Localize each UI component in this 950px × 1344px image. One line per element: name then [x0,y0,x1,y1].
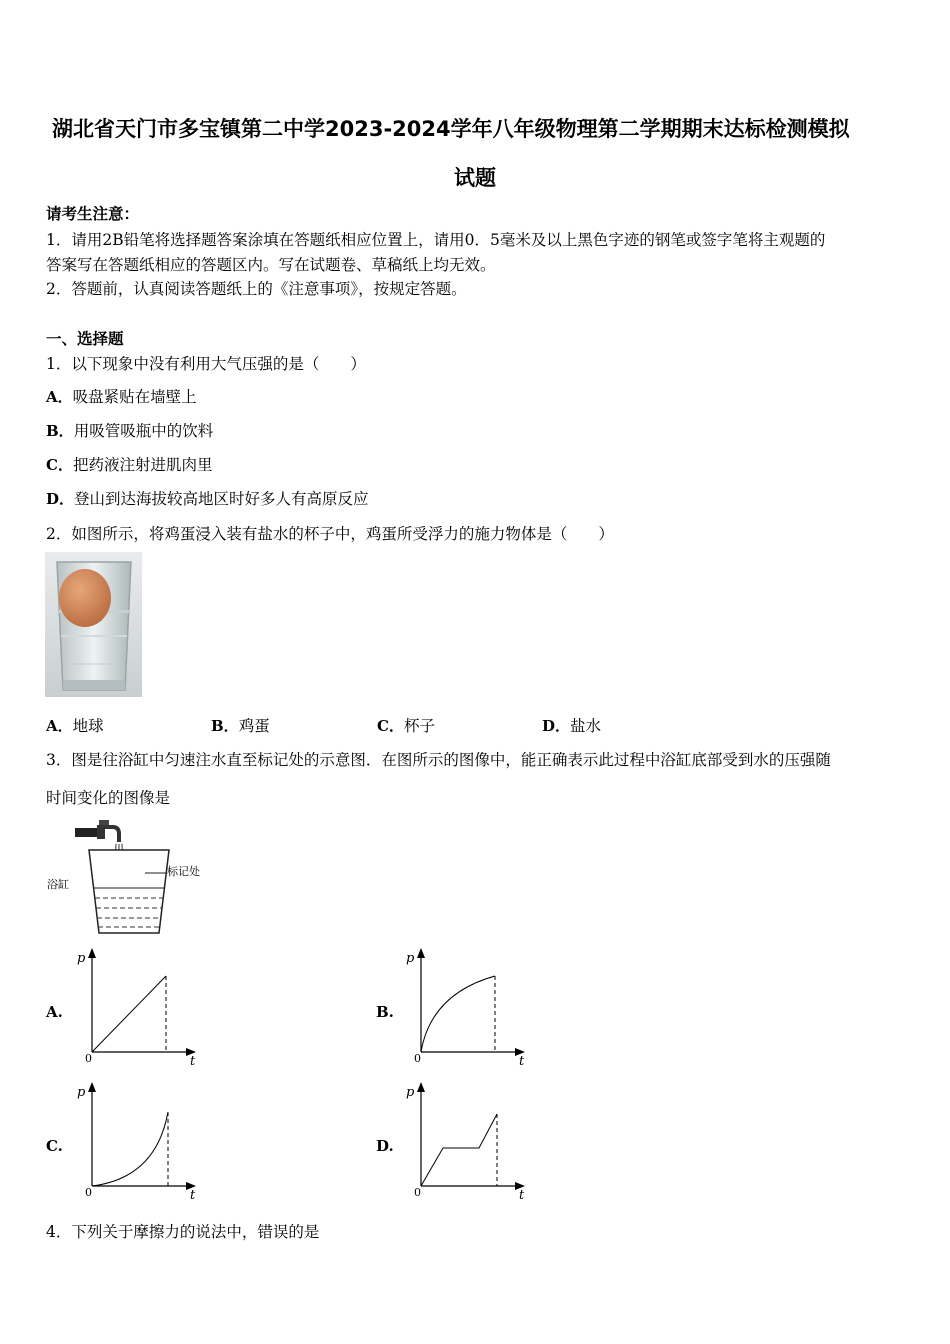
graph-b-label: B. [376,1003,394,1021]
x-axis-label: t [519,1188,525,1203]
y-axis-label: p [406,951,415,966]
option-label: A． [46,388,73,406]
graph-b [401,944,536,1069]
section-heading: 一、选择题 [46,329,124,348]
pressure-curve [92,976,166,1052]
q2-option-b [211,714,270,736]
q1-option-b [46,419,213,441]
origin-label: 0 [85,1052,92,1065]
q4-stem: 4．下列关于摩擦力的说法中，错误的是 [46,1223,320,1241]
page-title-line1: 湖北省天门市多宝镇第二中学2023-2024学年八年级物理第二学期期末达标检测模拟 [52,117,850,141]
page-title-line2: 试题 [454,166,496,190]
option-text: 地球 [72,717,104,735]
bathtub-diagram [45,818,215,938]
notice-item1-line1: 1．请用2B铅笔将选择题答案涂填在答题纸相应位置上，请用0．5毫米及以上黑色字迹的钢笔或签字笔将主观题的 [46,231,826,249]
tub-label: 浴缸 [47,878,69,891]
egg-in-glass-photo [45,552,142,697]
option-label: C． [46,456,73,474]
option-label: D． [46,490,75,508]
graph-c [72,1078,207,1203]
x-axis-label: t [190,1188,196,1203]
graph-a-label: A. [46,1003,63,1021]
origin-label: 0 [414,1052,421,1065]
q2-option-c [377,714,435,736]
notice-item2: 2．答题前，认真阅读答题纸上的《注意事项》，按规定答题。 [46,280,467,298]
pressure-curve [421,1114,497,1186]
q2-stem: 2．如图所示，将鸡蛋浸入装有盐水的杯子中，鸡蛋所受浮力的施力物体是（ ） [46,525,614,543]
graph-a [72,944,207,1069]
origin-label: 0 [414,1186,421,1199]
origin-label: 0 [85,1186,92,1199]
graph-d [401,1078,536,1203]
pressure-curve [421,976,495,1052]
option-label: C． [377,717,404,735]
faucet-icon [75,820,119,842]
option-label: B． [211,717,239,735]
q2-option-a [46,714,104,736]
notice-item1-line2: 答案写在答题纸相应的答题区内。写在试题卷、草稿纸上均无效。 [46,256,496,274]
q2-option-d [542,714,601,736]
option-text: 用吸管吸瓶中的饮料 [73,422,214,440]
mark-label: 标记处 [167,865,200,878]
notice-heading: 请考生注意： [46,204,140,223]
y-axis-label: p [77,951,86,966]
q1-option-d [46,487,369,509]
y-axis-label: p [406,1085,415,1100]
x-axis-label: t [190,1054,196,1069]
pressure-curve [92,1112,168,1186]
q1-option-a [46,385,197,407]
q3-stem-line1: 3．图是往浴缸中匀速注水直至标记处的示意图．在图所示的图像中，能正确表示此过程中浴缸底部受到水的压强随 [46,751,831,769]
option-label: B． [46,422,74,440]
q3-stem-line2: 时间变化的图像是 [46,789,171,807]
q1-stem: 1．以下现象中没有利用大气压强的是（ ） [46,355,366,373]
option-text: 鸡蛋 [238,717,270,735]
graph-d-label: D. [376,1137,394,1155]
option-label: D． [542,717,571,735]
y-axis-label: p [77,1085,86,1100]
x-axis-label: t [519,1054,525,1069]
option-text: 把药液注射进肌肉里 [72,456,213,474]
graph-c-label: C. [46,1137,63,1155]
option-text: 吸盘紧贴在墙壁上 [72,388,197,406]
option-text: 杯子 [403,717,435,735]
q1-option-c [46,453,212,475]
option-text: 登山到达海拔较高地区时好多人有高原反应 [74,490,369,508]
option-text: 盐水 [570,717,602,735]
option-label: A． [46,717,73,735]
